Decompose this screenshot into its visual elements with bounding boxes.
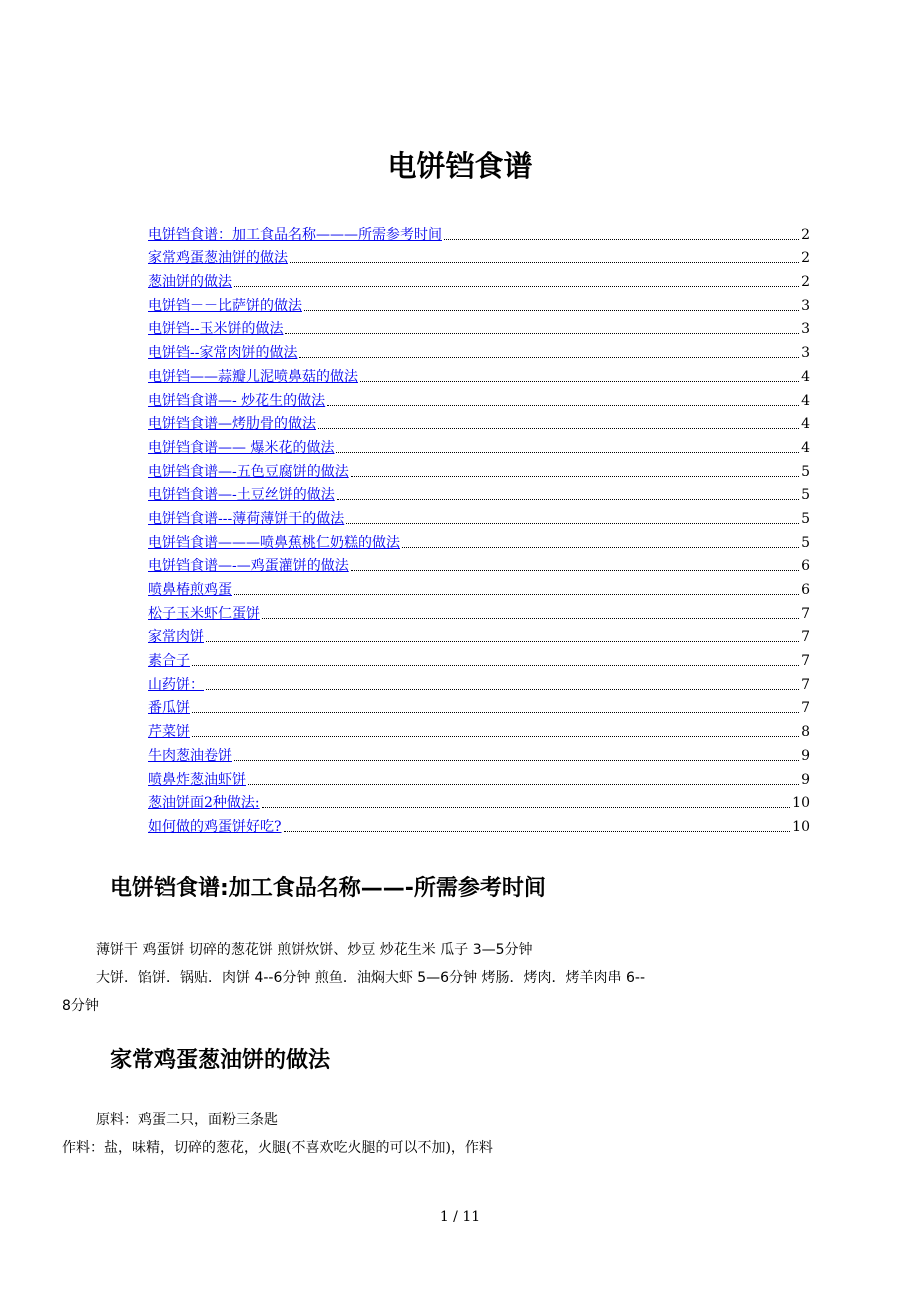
- toc-entry[interactable]: [148, 765, 810, 789]
- toc-page-number: 7: [801, 653, 810, 670]
- toc-dot-leader: [192, 665, 799, 666]
- toc-page-number: 9: [801, 771, 810, 788]
- toc-page-number: 5: [801, 510, 810, 527]
- toc-page-number: 6: [801, 558, 810, 575]
- toc-entry[interactable]: [148, 267, 810, 291]
- toc-dot-leader: [327, 405, 799, 406]
- toc-entry[interactable]: [148, 670, 810, 694]
- toc-entry[interactable]: [148, 623, 810, 647]
- toc-link[interactable]: 电饼铛食谱———喷鼻蕉桃仁奶糕的做法: [148, 534, 400, 551]
- toc-dot-leader: [192, 736, 799, 737]
- toc-entry[interactable]: [148, 481, 810, 505]
- toc-entry[interactable]: [148, 315, 810, 339]
- toc-link[interactable]: 电饼铛食谱—- 炒花生的做法: [148, 392, 326, 409]
- toc-page-number: 2: [801, 226, 810, 243]
- toc-link[interactable]: 电饼铛食谱—— 爆米花的做法: [148, 439, 335, 456]
- toc-entry[interactable]: [148, 291, 810, 315]
- toc-page-number: 7: [801, 676, 810, 693]
- toc-link[interactable]: 电饼铛食谱—-土豆丝饼的做法: [148, 487, 335, 504]
- toc-link[interactable]: 家常肉饼: [148, 629, 204, 646]
- paragraph-line: 原料：鸡蛋二只，面粉三条匙: [96, 1112, 278, 1128]
- toc-link[interactable]: 电饼铛－－比萨饼的做法: [148, 297, 302, 314]
- toc-entry[interactable]: [148, 220, 810, 244]
- toc-link[interactable]: 电饼铛--玉米饼的做法: [148, 321, 284, 338]
- toc-entry[interactable]: [148, 433, 810, 457]
- paragraph-line: 薄饼干 鸡蛋饼 切碎的葱花饼 煎饼炊饼、炒豆 炒花生米 瓜子 3—5分钟: [96, 942, 533, 958]
- toc-link[interactable]: 电饼铛食谱---薄荷薄饼干的做法: [148, 510, 345, 527]
- toc-link[interactable]: 电饼铛食谱：加工食品名称———所需参考时间: [148, 226, 442, 243]
- toc-entry[interactable]: [148, 410, 810, 434]
- toc-link[interactable]: 番瓜饼: [148, 700, 190, 717]
- toc-entry[interactable]: [148, 552, 810, 576]
- toc-page-number: 2: [801, 250, 810, 267]
- toc-entry[interactable]: [148, 386, 810, 410]
- toc-dot-leader: [336, 452, 799, 453]
- toc-page-number: 5: [801, 463, 810, 480]
- toc-link[interactable]: 牛肉葱油卷饼: [148, 747, 232, 764]
- toc-page-number: 6: [801, 582, 810, 598]
- page-number: 1 / 11: [439, 1209, 481, 1225]
- toc-page-number: 7: [801, 700, 810, 717]
- toc-dot-leader: [444, 239, 799, 240]
- toc-page-number: 4: [801, 439, 810, 456]
- paragraph-line: 大饼．馅饼．锅贴．肉饼 4--6分钟 煎鱼．油焖大虾 5—6分钟 烤肠．烤肉．烤羊肉串 6--: [96, 970, 645, 986]
- toc-dot-leader: [234, 760, 799, 761]
- toc-dot-leader: [192, 712, 799, 713]
- toc-entry[interactable]: [148, 694, 810, 718]
- toc-entry[interactable]: [148, 504, 810, 528]
- toc-dot-leader: [337, 499, 799, 500]
- toc-dot-leader: [290, 262, 799, 263]
- toc-page-number: 9: [801, 747, 810, 764]
- toc-entry[interactable]: [148, 717, 810, 741]
- toc-link[interactable]: 葱油饼面2种做法:: [148, 795, 260, 812]
- toc-dot-leader: [299, 357, 799, 358]
- toc-entry[interactable]: [148, 646, 810, 670]
- toc-link[interactable]: 葱油饼的做法: [148, 274, 232, 291]
- paragraph-line: 作料：盐，味精，切碎的葱花，火腿(不喜欢吃火腿的可以不加)，作料: [62, 1140, 493, 1156]
- toc-page-number: 4: [801, 416, 810, 433]
- toc-entry[interactable]: [148, 528, 810, 552]
- toc-link[interactable]: 松子玉米虾仁蛋饼: [148, 605, 260, 622]
- toc-link[interactable]: 电饼铛——蒜瓣儿泥喷鼻菇的做法: [148, 368, 358, 385]
- toc-entry[interactable]: [148, 812, 810, 836]
- toc-page-number: 3: [801, 297, 810, 314]
- toc-link[interactable]: 喷鼻椿煎鸡蛋: [148, 582, 232, 598]
- toc-dot-leader: [351, 476, 799, 477]
- toc-link[interactable]: 电饼铛食谱—-五色豆腐饼的做法: [148, 463, 349, 480]
- toc-entry[interactable]: [148, 362, 810, 386]
- section-heading-egg-scallion-pancake: 家常鸡蛋葱油饼的做法: [110, 1048, 331, 1073]
- toc-page-number: 4: [801, 368, 810, 385]
- toc-link[interactable]: 家常鸡蛋葱油饼的做法: [148, 250, 288, 267]
- toc-dot-leader: [262, 618, 799, 619]
- toc-dot-leader: [304, 310, 799, 311]
- toc-page-number: 7: [801, 605, 810, 622]
- toc-link[interactable]: 芹菜饼: [148, 724, 190, 741]
- toc-page-number: 8: [801, 724, 810, 741]
- toc-link[interactable]: 电饼铛--家常肉饼的做法: [148, 345, 298, 362]
- toc-dot-leader: [262, 807, 791, 808]
- toc-entry[interactable]: [148, 457, 810, 481]
- toc-dot-leader: [234, 594, 799, 595]
- document-title: 电饼铛食谱: [387, 149, 533, 183]
- toc-entry[interactable]: [148, 599, 810, 623]
- toc-link[interactable]: 素合子: [148, 653, 190, 670]
- paragraph-line: 8分钟: [62, 998, 99, 1014]
- toc-link[interactable]: 如何做的鸡蛋饼好吃?: [148, 818, 282, 835]
- section-heading-cooking-times: 电饼铛食谱:加工食品名称——-所需参考时间: [110, 876, 546, 901]
- toc-link[interactable]: 电饼铛食谱—-—鸡蛋灌饼的做法: [148, 558, 349, 575]
- toc-page-number: 3: [801, 345, 810, 362]
- toc-dot-leader: [318, 428, 799, 429]
- toc-page-number: 4: [801, 392, 810, 409]
- toc-dot-leader: [248, 784, 799, 785]
- toc-entry[interactable]: [148, 244, 810, 268]
- toc-dot-leader: [285, 333, 799, 334]
- toc-page-number: 10: [792, 795, 810, 812]
- toc-entry[interactable]: [148, 741, 810, 765]
- toc-entry[interactable]: [148, 338, 810, 362]
- toc-entry[interactable]: [148, 789, 810, 813]
- toc-page-number: 2: [801, 274, 810, 291]
- toc-dot-leader: [346, 523, 799, 524]
- toc-dot-leader: [206, 689, 799, 690]
- toc-dot-leader: [206, 641, 799, 642]
- toc-page-number: 5: [801, 534, 810, 551]
- toc-link[interactable]: 山药饼：: [148, 676, 204, 693]
- toc-dot-leader: [234, 286, 799, 287]
- toc-dot-leader: [402, 547, 799, 548]
- toc-dot-leader: [351, 570, 799, 571]
- toc-page-number: 7: [801, 629, 810, 646]
- toc-link[interactable]: 电饼铛食谱—烤肋骨的做法: [148, 416, 316, 433]
- toc-page-number: 3: [801, 321, 810, 338]
- toc-page-number: 10: [792, 818, 810, 835]
- toc-dot-leader: [360, 381, 799, 382]
- toc-page-number: 5: [801, 487, 810, 504]
- toc-link[interactable]: 喷鼻炸葱油虾饼: [148, 771, 246, 788]
- toc-dot-leader: [284, 831, 791, 832]
- table-of-contents: [148, 220, 810, 836]
- toc-entry[interactable]: [148, 575, 810, 599]
